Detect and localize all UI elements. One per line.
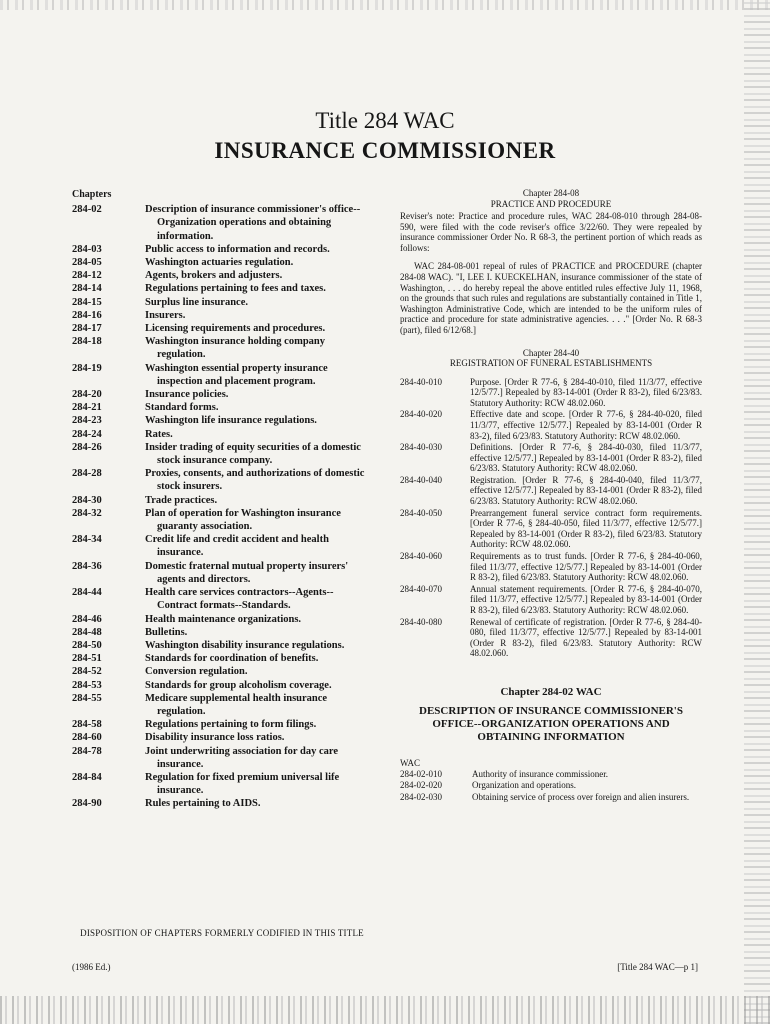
ch40-entry-number: 284-40-050 <box>400 507 442 518</box>
chapter-row <box>72 745 372 771</box>
chapter-row <box>72 441 372 467</box>
chapter-row-text: Disability insurance loss ratios. <box>145 732 285 744</box>
chapter-row-text: Description of insurance commissioner's office--Organization operations and obtaining information. <box>145 204 361 242</box>
chapter-row-text: Rules pertaining to AIDS. <box>145 798 261 810</box>
chapter-row <box>72 797 372 810</box>
chapter-row-number: 284-52 <box>72 666 102 678</box>
chapter-row-text: Domestic fraternal mutual property insurers' agents and directors. <box>145 560 349 585</box>
chapter-row <box>72 771 372 797</box>
ch40-entry-text: Renewal of certificate of registration. [Order R 77-6, § 284-40-080, filed 11/3/77, effective 12/5/77.] Repealed by 83-14-001 (Order R 83-2), filed 6/23/83. Statutory Authority: RCW 48.02.060. <box>470 616 702 659</box>
ch02-entry <box>400 792 702 803</box>
chapter-row-text: Insider trading of equity securities of a domestic stock insurance company. <box>145 441 361 467</box>
chapter-row-number: 284-44 <box>72 587 102 599</box>
chapter-row <box>72 296 372 309</box>
chapter-row <box>72 243 372 256</box>
chapter-row-text: Regulations pertaining to fees and taxes. <box>145 283 326 295</box>
chapter-row <box>72 665 372 678</box>
chapter-row-text: Joint underwriting association for day care insurance. <box>145 745 338 770</box>
chapter-row <box>72 414 372 427</box>
scan-noise-top <box>0 0 770 10</box>
chapter-row-text: Trade practices. <box>145 494 218 506</box>
chapter-row-text: Licensing requirements and procedures. <box>145 323 326 335</box>
ch40-entry <box>400 442 702 474</box>
chapter-row-number: 284-21 <box>72 402 102 414</box>
ch40-entries <box>400 377 702 659</box>
chapter-row-number: 284-19 <box>72 362 102 374</box>
chapter-row-number: 284-05 <box>72 257 102 269</box>
ch02-entry-text: Organization and operations. <box>472 780 577 791</box>
ch02-entry-number: 284-02-010 <box>400 768 442 779</box>
chapter-row-number: 284-16 <box>72 309 102 321</box>
chapter-row-text: Agents, brokers and adjusters. <box>145 270 283 282</box>
ch02-entry-text: Obtaining service of process over foreign and alien insurers. <box>472 791 690 802</box>
disposition-heading: DISPOSITION OF CHAPTERS FORMERLY CODIFIED IN THIS TITLE <box>80 928 364 938</box>
chapter-row <box>72 362 372 388</box>
chapter-row-number: 284-84 <box>72 771 102 783</box>
ch02-entries <box>400 769 702 803</box>
chapter-row <box>72 494 372 507</box>
chapter-row-number: 284-78 <box>72 745 102 757</box>
chapter-row-number: 284-34 <box>72 534 102 546</box>
ch40-heading: Chapter 284-40 <box>522 347 580 358</box>
chapter-row-text: Regulations pertaining to form filings. <box>145 719 317 731</box>
chapter-row-number: 284-17 <box>72 323 102 335</box>
chapter-row-text: Washington insurance holding company regulation. <box>145 336 326 361</box>
chapter-row <box>72 718 372 731</box>
ch02-heading: Chapter 284-02 WAC <box>500 685 602 698</box>
chapter-row-text: Public access to information and records. <box>145 243 330 255</box>
ch08-note: Reviser's note: Practice and procedure rules, WAC 284-08-010 through 284-08-590, were filed with the code reviser's office 3/22/60. They were repealed by insurance commissioner Order No. R 68-3, the pertinent portion of which reads as follows: <box>400 211 702 253</box>
chapter-row-number: 284-26 <box>72 441 102 453</box>
chapter-row-text: Standard forms. <box>145 402 219 414</box>
chapter-row-text: Health maintenance organizations. <box>145 613 302 625</box>
chapter-row-number: 284-53 <box>72 679 102 691</box>
chapter-row-text: Standards for coordination of benefits. <box>145 653 319 665</box>
ch40-entry <box>400 409 702 441</box>
ch08-heading: Chapter 284-08 <box>522 188 580 198</box>
chapter-row-number: 284-50 <box>72 639 102 651</box>
scan-noise-bottom <box>0 996 770 1024</box>
chapter-row-number: 284-02 <box>72 204 102 216</box>
chapter-row <box>72 428 372 441</box>
chapter-row-text: Washington life insurance regulations. <box>145 415 317 427</box>
chapter-row-number: 284-28 <box>72 468 102 480</box>
right-column <box>400 188 702 803</box>
chapter-row <box>72 613 372 626</box>
chapter-row <box>72 560 372 586</box>
ch40-entry-number: 284-40-020 <box>400 409 442 420</box>
chapter-row-text: Plan of operation for Washington insurance guaranty association. <box>145 507 341 533</box>
chapter-row-text: Regulation for fixed premium universal life insurance. <box>145 771 340 797</box>
chapter-row-number: 284-24 <box>72 428 102 440</box>
chapter-row <box>72 507 372 533</box>
ch40-entry-text: Prearrangement funeral service contract form requirements. [Order R 77-6, § 284-40-050, filed 11/3/77, effective 12/5/77.] Repealed by 83-14-001 (Order R 83-2), filed 6/23/83. Statutory Authority: RCW 48.02.060. <box>470 507 702 550</box>
ch40-subheading: REGISTRATION OF FUNERAL ESTABLISHMENTS <box>449 358 653 369</box>
chapter-row-number: 284-48 <box>72 626 102 638</box>
ch40-entry-number: 284-40-040 <box>400 474 442 485</box>
footer-page: [Title 284 WAC—p 1] <box>617 962 698 972</box>
chapter-row-text: Insurers. <box>145 309 186 321</box>
chapter-row-text: Washington actuaries regulation. <box>145 257 294 269</box>
ch02-title: DESCRIPTION OF INSURANCE COMMISSIONER'S OFFICE--ORGANIZATION OPERATIONS AND OBTAINING INFORMATION <box>419 704 683 743</box>
chapter-row <box>72 322 372 335</box>
chapter-row <box>72 269 372 282</box>
ch40-entry-text: Definitions. [Order R 77-6, § 284-40-030, filed 11/3/77, effective 12/5/77.] Repealed by 83-14-001 (Order R 83-2), filed 6/23/83. Statutory Authority: RCW 48.02.060. <box>470 442 702 474</box>
title-line-1: Title 284 WAC <box>315 108 455 133</box>
chapter-row <box>72 401 372 414</box>
chapter-row-text: Washington essential property insurance inspection and placement program. <box>145 362 328 387</box>
chapter-row <box>72 256 372 269</box>
chapter-row-number: 284-46 <box>72 613 102 625</box>
ch02-entry <box>400 780 702 791</box>
chapter-row <box>72 203 372 243</box>
chapter-row-number: 284-20 <box>72 389 102 401</box>
chapter-row-number: 284-32 <box>72 507 102 519</box>
chapter-row <box>72 692 372 718</box>
chapter-rows <box>72 203 372 810</box>
ch02-wac-label: WAC <box>400 757 420 768</box>
chapter-row-number: 284-18 <box>72 336 102 348</box>
ch08-subheading: PRACTICE AND PROCEDURE <box>490 198 612 209</box>
ch40-entry <box>400 551 702 583</box>
chapter-row <box>72 309 372 322</box>
chapter-row-number: 284-51 <box>72 653 102 665</box>
ch40-entry <box>400 617 702 659</box>
chapter-row-text: Proxies, consents, and authorizations of domestic stock insurers. <box>145 468 365 493</box>
chapter-row-text: Medicare supplemental health insurance regulation. <box>145 692 328 717</box>
chapter-row-text: Rates. <box>145 428 173 440</box>
chapters-heading: Chapters <box>72 189 112 200</box>
ch40-entry-number: 284-40-080 <box>400 616 442 627</box>
chapter-row-number: 284-90 <box>72 798 102 810</box>
chapter-row <box>72 388 372 401</box>
ch40-entry-text: Effective date and scope. [Order R 77-6, § 284-40-020, filed 11/3/77, effective 12/5/77.] Repealed by 83-14-001 (Order R 83-2), filed 6/23/83. Statutory Authority: RCW 48.02.060. <box>470 409 702 441</box>
chapter-row-number: 284-60 <box>72 732 102 744</box>
chapter-row-number: 284-36 <box>72 560 102 572</box>
ch02-entry-number: 284-02-020 <box>400 780 442 791</box>
ch40-entry-text: Purpose. [Order R 77-6, § 284-40-010, filed 11/3/77, effective 12/5/77.] Repealed by 83-14-001 (Order R 83-2), filed 6/23/83. Statutory Authority: RCW 48.02.060. <box>470 376 702 408</box>
chapter-row-text: Health care services contractors--Agents--Contract formats--Standards. <box>145 587 334 612</box>
chapter-row-number: 284-12 <box>72 270 102 282</box>
chapter-row-number: 284-15 <box>72 296 102 308</box>
ch08-quote: WAC 284-08-001 repeal of rules of PRACTICE and PROCEDURE (chapter 284-08 WAC). "I, LEE I. KUECKELHAN, insurance commissioner of the state of Washington, . . . do hereby repeal the above entitled rules effective July 11, 1968, on the grounds that such rules and regulations are substantially contained in Title 1, Washington Administrative Code, which are intended to be the uniform rules of practice and procedure for state administrative agencies. . . ." [Order No. R 68-3 (part), filed 6/12/68.] <box>400 261 702 335</box>
chapter-row-text: Bulletins. <box>145 626 188 638</box>
chapter-row-text: Conversion regulation. <box>145 666 248 678</box>
chapter-row <box>72 731 372 744</box>
chapter-row <box>72 626 372 639</box>
chapter-row <box>72 639 372 652</box>
ch40-entry-number: 284-40-060 <box>400 551 442 562</box>
ch40-entry <box>400 508 702 550</box>
chapter-row-number: 284-23 <box>72 415 102 427</box>
ch40-entry-text: Annual statement requirements. [Order R 77-6, § 284-40-070, filed 11/3/77, effective 12/5/77.] Repealed by 83-14-001 (Order R 83-2), filed 6/23/83. Statutory Authority: RCW 48.02.060. <box>470 583 702 615</box>
chapter-row-number: 284-58 <box>72 719 102 731</box>
ch40-entry <box>400 475 702 507</box>
title-line-2: INSURANCE COMMISSIONER <box>214 138 556 163</box>
chapter-row <box>72 679 372 692</box>
chapter-row-number: 284-14 <box>72 283 102 295</box>
chapter-row <box>72 586 372 612</box>
chapter-row <box>72 533 372 559</box>
ch40-entry <box>400 584 702 616</box>
ch02-entry <box>400 769 702 780</box>
chapter-row-number: 284-30 <box>72 494 102 506</box>
chapter-row-text: Credit life and credit accident and health insurance. <box>145 534 329 559</box>
ch02-entry-number: 284-02-030 <box>400 791 442 802</box>
chapter-row-text: Insurance policies. <box>145 389 229 401</box>
footer-edition: (1986 Ed.) <box>72 962 111 972</box>
chapter-row <box>72 335 372 361</box>
ch02-entry-text: Authority of insurance commissioner. <box>472 768 608 779</box>
chapter-row-number: 284-55 <box>72 692 102 704</box>
chapter-row <box>72 282 372 295</box>
chapter-row-text: Surplus line insurance. <box>145 296 248 308</box>
ch40-entry <box>400 377 702 409</box>
ch40-entry-text: Requirements as to trust funds. [Order R 77-6, § 284-40-060, filed 11/3/77, effective 12/5/77.] Repealed by 83-14-001 (Order R 83-2), filed 6/23/83. Statutory Authority: RCW 48.02.060. <box>470 551 702 583</box>
chapters-list <box>72 188 372 811</box>
chapter-row-text: Washington disability insurance regulations. <box>145 639 345 651</box>
chapter-row-text: Standards for group alcoholism coverage. <box>145 679 332 691</box>
ch40-entry-number: 284-40-030 <box>400 442 442 453</box>
ch40-entry-number: 284-40-010 <box>400 376 442 387</box>
chapter-row <box>72 467 372 493</box>
ch40-entry-text: Registration. [Order R 77-6, § 284-40-040, filed 11/3/77, effective 12/5/77.] Repealed by 83-14-001 (Order R 83-2), filed 6/23/83. Statutory Authority: RCW 48.02.060. <box>470 474 702 507</box>
chapter-row <box>72 652 372 665</box>
ch40-entry-number: 284-40-070 <box>400 583 442 594</box>
chapter-row-number: 284-03 <box>72 243 102 255</box>
